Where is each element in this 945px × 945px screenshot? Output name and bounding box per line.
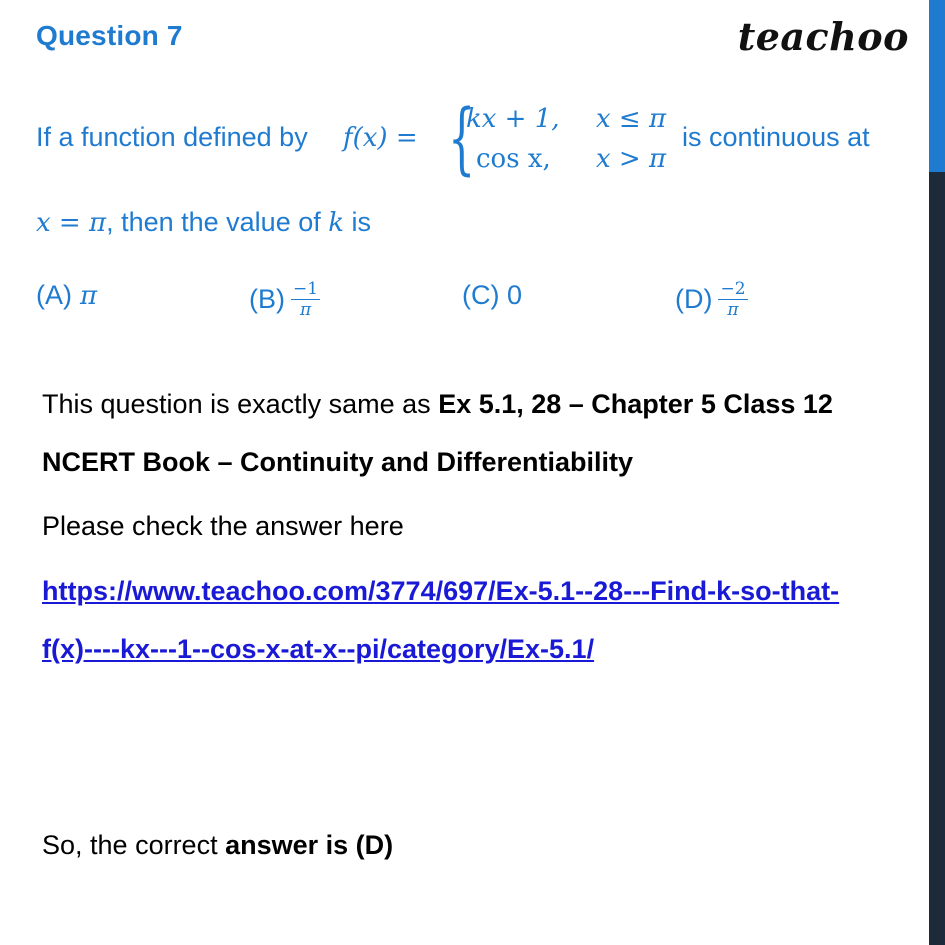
question-title: Question 7 [36, 20, 183, 51]
continuous-text: is continuous at [682, 122, 870, 152]
final-answer [42, 830, 393, 861]
final-answer-bold: answer is (D) [225, 830, 394, 860]
option-b-label: (B) [249, 284, 285, 314]
option-d [675, 280, 748, 319]
question-intro: If a function defined by [36, 122, 308, 152]
teachoo-logo: teachoo [737, 14, 909, 59]
case1-expression: kx + 1, [466, 104, 560, 134]
option-d-denominator: π [727, 300, 739, 320]
exercise-reference: Ex 5.1, 28 – Chapter 5 Class 12 [438, 389, 833, 419]
option-b-denominator: π [299, 300, 312, 320]
book-chapter-reference: NCERT Book – Continuity and Differentiability [42, 447, 634, 477]
explanation-line-2 [42, 447, 633, 478]
left-brace: { [448, 94, 476, 184]
option-d-numerator: −2 [720, 279, 746, 299]
option-a-label: (A) [36, 280, 72, 310]
check-answer-text: Please check the answer here [42, 511, 404, 541]
x-equals-pi: x = π [36, 208, 107, 238]
right-edge-bar-accent [929, 0, 945, 172]
answer-link-line-1[interactable]: https://www.teachoo.com/3774/697/Ex-5.1--28---Find-k-so-that- [42, 576, 840, 606]
option-a [36, 280, 97, 311]
explanation-line-1 [42, 389, 833, 420]
option-a-value: π [80, 280, 98, 311]
case2-expression: cos x, [476, 144, 551, 174]
option-d-label: (D) [675, 284, 713, 314]
option-b [249, 280, 320, 319]
question-line-2-text: , then the value of [106, 207, 321, 237]
question-line-2-end: is [351, 207, 372, 237]
right-edge-bar [929, 0, 945, 945]
final-answer-plain: So, the correct [42, 830, 218, 860]
option-d-fraction [718, 280, 747, 319]
option-b-fraction [291, 280, 320, 319]
option-c [462, 280, 522, 311]
piecewise-definition [418, 96, 680, 186]
question-line-2 [36, 207, 371, 238]
case2-condition: x > π [596, 144, 667, 174]
explanation-line-1-plain: This question is exactly same as [42, 389, 431, 419]
option-c-label: (C) 0 [462, 280, 522, 310]
case1-condition: x ≤ π [596, 104, 667, 134]
answer-link-line-2[interactable]: f(x)----kx---1--cos-x-at-x--pi/category/Ex-5.1/ [42, 634, 595, 664]
function-lhs: f(x) = [343, 123, 418, 153]
variable-k: k [328, 208, 345, 238]
option-b-numerator: −1 [293, 279, 319, 299]
